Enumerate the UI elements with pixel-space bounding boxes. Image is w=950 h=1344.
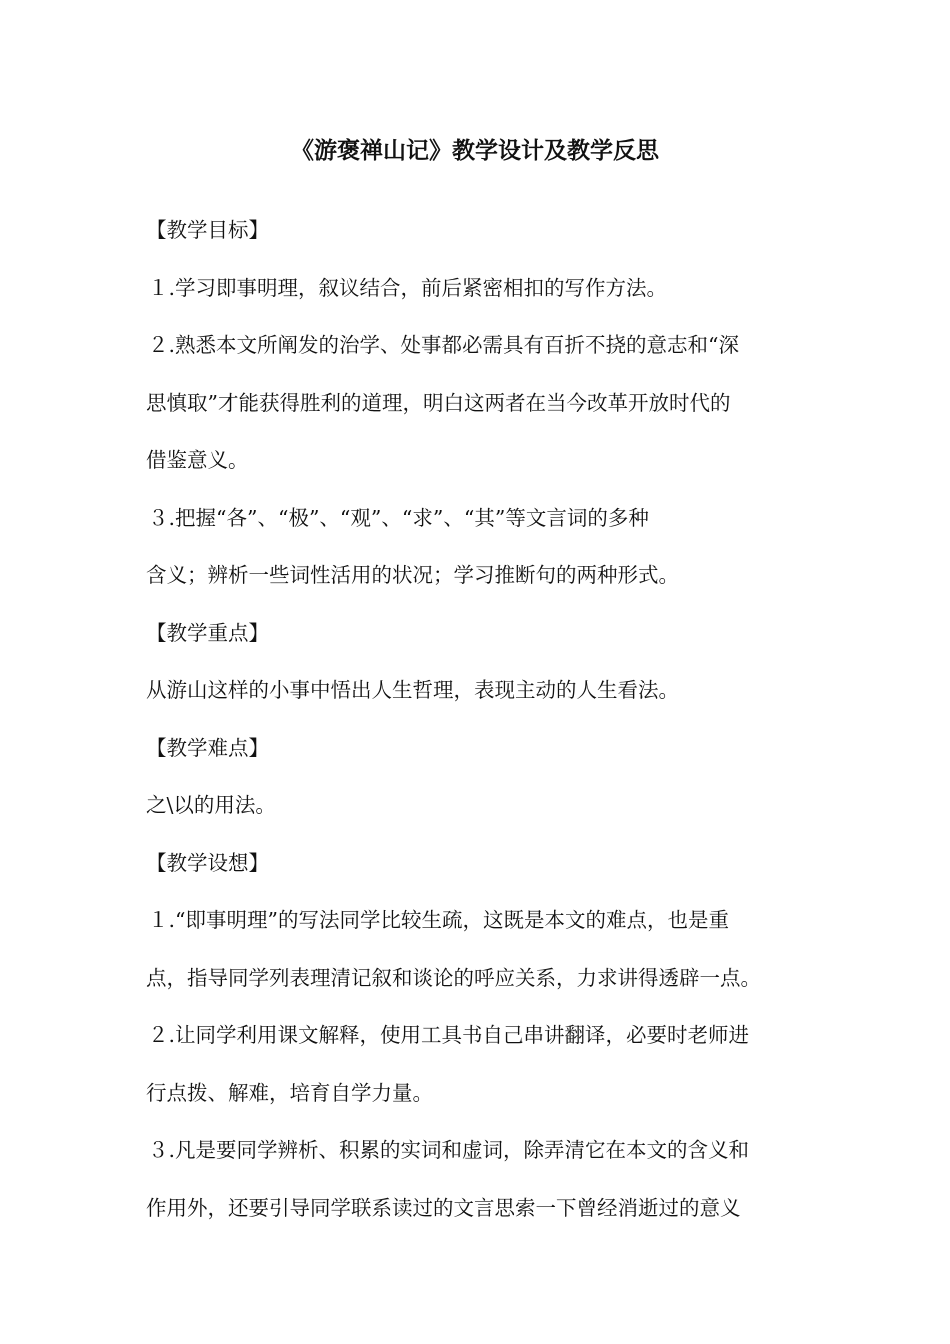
section-heading-objectives: 【教学目标】 <box>146 218 269 242</box>
section-heading-design: 【教学设想】 <box>146 850 269 875</box>
document-body <box>146 202 806 1237</box>
objective-3-line-2: 含义；辨析一些词性活用的状况；学习推断句的两种形式。 <box>146 563 679 587</box>
objective-1-line-1: １.学习即事明理，叙议结合，前后紧密相扣的写作方法。 <box>148 275 668 300</box>
objective-3-line-1: ３.把握“各”、“极”、“观”、“求”、“其”等文言词的多种 <box>148 505 649 530</box>
difficulties-text: 之\以的用法。 <box>146 793 276 817</box>
section-heading-difficulties: 【教学难点】 <box>146 735 269 760</box>
objective-2-line-2: 思慎取”才能获得胜利的道理，明白这两者在当今改革开放时代的 <box>146 390 731 415</box>
design-1-line-1: １.“即事明理”的写法同学比较生疏，这既是本文的难点，也是重 <box>148 908 729 932</box>
design-3-line-2: 作用外，还要引导同学联系读过的文言思索一下曾经消逝过的意义 <box>146 1195 741 1220</box>
key-points-text: 从游山这样的小事中悟出人生哲理，表现主动的人生看法。 <box>146 678 679 702</box>
design-1-line-2: 点，指导同学列表理清记叙和谈论的呼应关系，力求讲得透辟一点。 <box>146 965 761 990</box>
objective-2-line-1: ２.熟悉本文所阐发的治学、处事都必需具有百折不挠的意志和“深 <box>148 333 739 357</box>
section-heading-key-points: 【教学重点】 <box>146 620 269 645</box>
design-3-line-1: ３.凡是要同学辨析、积累的实词和虚词，除弄清它在本文的含义和 <box>148 1138 750 1162</box>
design-2-line-2: 行点拨、解难，培育自学力量。 <box>146 1080 433 1105</box>
document-title: 《游褒禅山记》教学设计及教学反思 <box>291 137 659 164</box>
objective-2-line-3: 借鉴意义。 <box>146 448 249 472</box>
design-2-line-1: ２.让同学利用课文解释，使用工具书自己串讲翻译，必要时老师进 <box>148 1023 750 1047</box>
